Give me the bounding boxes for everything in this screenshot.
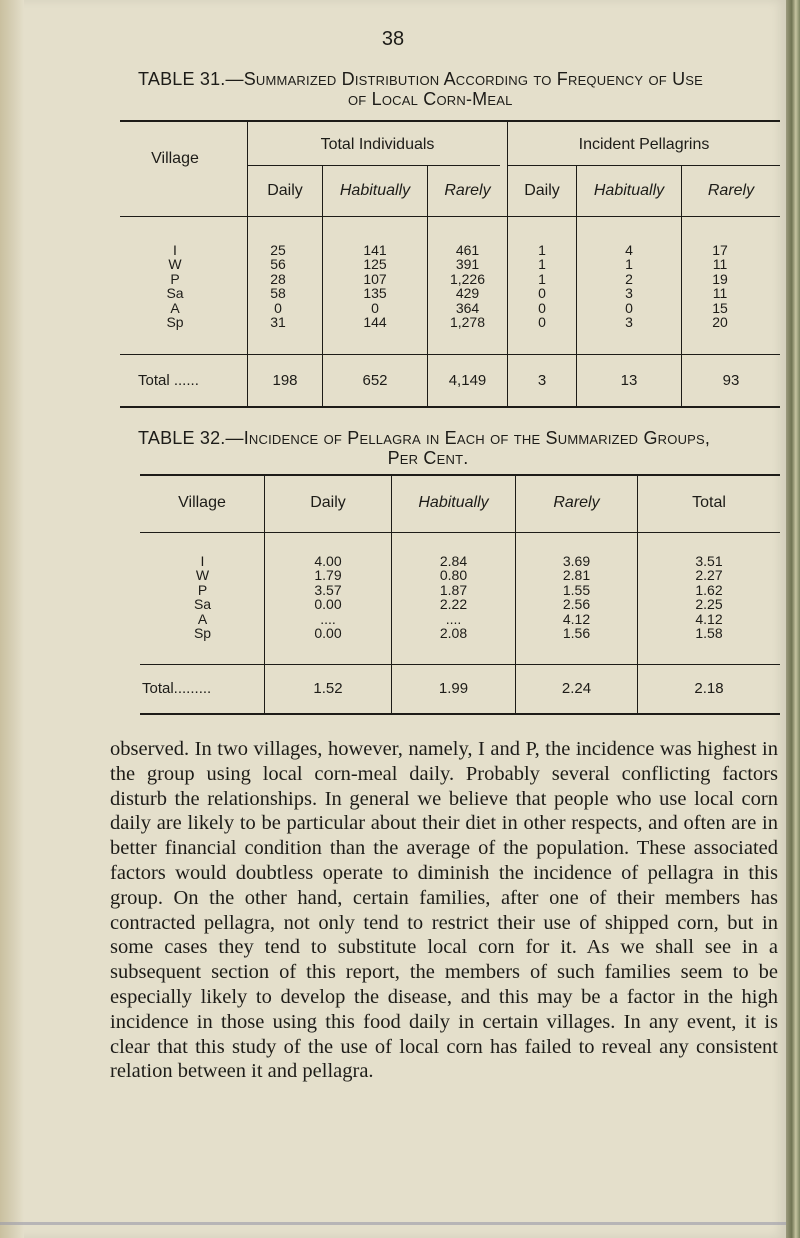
table32-total-label: Total.........: [142, 680, 212, 697]
table31-pellagrin-habitually-column: [577, 243, 681, 329]
table-cell: ....: [320, 610, 336, 627]
table-cell: 2.81: [562, 567, 591, 584]
table31-header-pellagrin-habitually: Habitually: [593, 182, 665, 199]
table-cell: 2.27: [695, 567, 723, 584]
table-cell: 0: [274, 299, 282, 316]
table-cell: Sp: [193, 624, 212, 641]
table-cell: 56: [270, 256, 286, 273]
table-cell: Sa: [166, 285, 184, 302]
table32-header-rule: [140, 532, 780, 533]
table-cell: 107: [363, 270, 387, 287]
table-cell: 1: [538, 270, 546, 287]
table-cell: 144: [363, 313, 387, 330]
table31-caption: [138, 69, 758, 109]
table32-total-rarely: 2.24: [561, 680, 592, 697]
table31-pellagrin-rarely-column: [682, 243, 758, 329]
table32-village-column: [155, 554, 250, 640]
table32-total-daily: 1.52: [313, 680, 343, 697]
table-cell: P: [170, 270, 180, 287]
table31-total-pellagrin-daily: 3: [537, 372, 547, 389]
table-cell: 364: [455, 299, 480, 316]
table32-header-village: Village: [178, 494, 226, 511]
table32-header-habitually: Habitually: [418, 494, 489, 511]
table-cell: W: [168, 256, 182, 273]
table32-daily-column: [265, 554, 391, 640]
table32-caption-line1: TABLE 32.—Incidence of Pellagra in Each of the Summarized Groups,: [138, 428, 711, 448]
table-cell: 1.56: [562, 624, 591, 641]
table-cell: 2.08: [439, 624, 468, 641]
page-left-edge: [0, 0, 24, 1238]
table-cell: 0: [538, 313, 546, 330]
body-paragraph: observed. In two villages, however, namely, I and P, the incidence was highest in the group using local corn-meal daily. Probably several conflicting factors disturb the relationships. In general we believe that people who use local corn daily are likely to be particular about their diet in other respects, and often are in better financial condition than the average of the population. These associated factors would doubtless operate to diminish the incidence of pellagra in this group. On the other hand, certain families, after one of their members has contracted pellagra, not only tend to restrict their use of shipped corn, but in some cases they tend to substitute local corn for it. As we shall see in a subsequent section of this report, the members of such families seem to be especially likely to develop the disease, and this may be a factor in the high incidence in those using this food daily in certain villages. In any event, it is clear that this study of the use of local corn has failed to reveal any consistent relation between it and pellagra.: [110, 738, 778, 1083]
table-cell: 11: [712, 256, 728, 273]
table-cell: 3.57: [314, 581, 342, 598]
table31-header-rarely: Rarely: [444, 182, 491, 199]
table-cell: 58: [270, 285, 286, 302]
table-cell: 0: [538, 299, 546, 316]
table31-top-rule: [120, 120, 780, 122]
table-cell: A: [197, 610, 208, 627]
table-cell: 1: [625, 256, 633, 273]
table-cell: 19: [712, 270, 728, 287]
table32-rarely-column: [516, 554, 637, 640]
table-cell: 0: [371, 299, 379, 316]
table-cell: 1.79: [314, 567, 342, 584]
table-cell: 20: [712, 313, 728, 330]
table-cell: 0.00: [314, 596, 342, 613]
table32-total-rule: [140, 664, 780, 665]
table-cell: 11: [712, 285, 728, 302]
table-cell: 2: [625, 270, 633, 287]
table32-habitually-column: [392, 554, 515, 640]
table32-caption: [138, 428, 778, 468]
table31-total-pellagrin-habitually: 13: [620, 372, 638, 389]
table31-header-pellagrin-daily: Daily: [524, 182, 560, 199]
table32-bottom-rule: [140, 713, 780, 715]
table32-header-rarely: Rarely: [553, 494, 600, 511]
table31-caption-line2: of Local Corn-Meal: [348, 89, 513, 109]
table-cell: 4.12: [562, 610, 591, 627]
table-cell: 2.25: [695, 596, 723, 613]
table-cell: I: [200, 553, 205, 569]
table-cell: 429: [455, 285, 480, 302]
table-cell: Sp: [166, 313, 184, 330]
table-cell: W: [195, 567, 210, 584]
table31-daily-column: [248, 243, 308, 329]
table31-rarely-column: [428, 243, 507, 329]
table-cell: 1,278: [449, 313, 486, 330]
table31-header-village: Village: [151, 150, 199, 167]
table-cell: 15: [712, 299, 728, 316]
table31-header-habitually: Habitually: [339, 182, 411, 199]
table-cell: Sa: [193, 596, 212, 613]
table-cell: 1.55: [562, 581, 591, 598]
table31-total-rarely: 4,149: [448, 372, 487, 389]
table-cell: 1.87: [439, 581, 468, 598]
table-cell: 135: [363, 285, 387, 302]
table-cell: 28: [270, 270, 286, 287]
table-cell: P: [197, 581, 208, 598]
table31-caption-line1: TABLE 31.—Summarized Distribution According to Frequency of Use: [138, 69, 704, 89]
table-cell: 1,226: [449, 270, 486, 287]
table-cell: 391: [455, 256, 480, 273]
table-cell: 0.80: [439, 567, 468, 584]
table-cell: 141: [363, 242, 387, 258]
table31-group2-rule: [508, 165, 780, 166]
table31-total-habitually: 652: [362, 372, 388, 389]
table32-total-habitually: 1.99: [438, 680, 469, 697]
table-cell: 0: [538, 285, 546, 302]
table-cell: 0.00: [314, 624, 342, 641]
table31-header-total-individuals: Total Individuals: [320, 136, 435, 153]
table31-bottom-rule: [120, 406, 780, 408]
table31-header-pellagrin-rarely: Rarely: [707, 182, 755, 199]
table31-header-incident-pellagrins: Incident Pellagrins: [578, 136, 710, 153]
table-cell: 0: [625, 299, 633, 316]
table-cell: 25: [270, 242, 286, 258]
table-cell: 2.84: [439, 553, 468, 569]
page-number: 38: [381, 28, 405, 50]
table31-village-column: [120, 243, 230, 329]
table-cell: 3: [625, 313, 633, 330]
table-cell: 4.00: [314, 553, 342, 569]
table-cell: 1: [538, 256, 546, 273]
table32-header-total: Total: [692, 494, 726, 511]
table31-pellagrin-daily-column: [508, 243, 576, 329]
table-cell: 125: [363, 256, 387, 273]
table-cell: 31: [270, 313, 286, 330]
table31-total-pellagrin-rarely: 93: [722, 372, 740, 389]
table-cell: 4.12: [695, 610, 723, 627]
table-cell: 461: [455, 242, 480, 258]
table-cell: A: [170, 299, 180, 316]
table-cell: 1.62: [695, 581, 723, 598]
table32-header-daily: Daily: [310, 494, 346, 511]
table-cell: 1.58: [695, 624, 723, 641]
table-cell: 3.69: [562, 553, 591, 569]
table-cell: 1: [538, 242, 546, 258]
table-cell: I: [173, 242, 177, 258]
table-cell: ....: [445, 610, 462, 627]
table31-total-label: Total ......: [138, 372, 199, 389]
table-cell: 2.22: [439, 596, 468, 613]
table-cell: 17: [712, 242, 728, 258]
table31-habitually-column: [323, 243, 427, 329]
table-cell: 4: [625, 242, 633, 258]
table-cell: 3: [625, 285, 633, 302]
table31-group1-rule: [248, 165, 500, 166]
table32-total-column: [638, 554, 780, 640]
page-bottom-rule: [0, 1222, 786, 1225]
table32-top-rule: [140, 474, 780, 476]
page-right-edge: [786, 0, 800, 1238]
table32-total-total: 2.18: [694, 680, 724, 697]
table-cell: 3.51: [695, 553, 723, 569]
table31-total-daily: 198: [272, 372, 298, 389]
table32-caption-line2: Per Cent.: [387, 448, 469, 468]
table-cell: 2.56: [562, 596, 591, 613]
table31-header-daily: Daily: [267, 182, 303, 199]
